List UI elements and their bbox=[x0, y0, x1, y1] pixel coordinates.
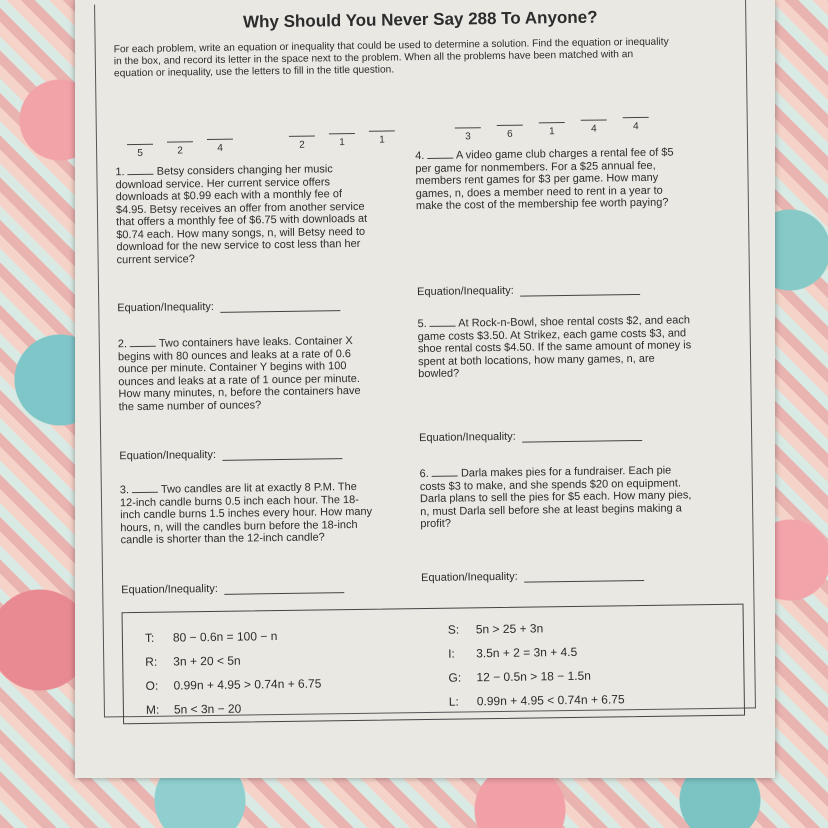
answer-line[interactable] bbox=[130, 346, 156, 347]
answer-line[interactable] bbox=[430, 326, 456, 327]
problem-text: At Rock-n-Bowl, shoe rental costs $2, and each game costs $3.50. At Strikez, each game costs $3, and shoe rental costs $4.50. If the same amount of money is spent at both locations, how many games, n, are bowled? bbox=[417, 314, 692, 381]
problem-3 bbox=[120, 481, 376, 547]
answer-blank: 1 bbox=[329, 133, 355, 148]
answer-line[interactable] bbox=[128, 174, 154, 175]
problem-text: Darla makes pies for a fundraiser. Each pie costs $3 to make, and she spends $20 on equipment. Darla plans to sell the pies for $5 each. How many pies, n, must Darla sell before she at least begins making a profit? bbox=[419, 464, 692, 531]
choice-t: T: 80 − 0.6n = 100 − n bbox=[144, 629, 278, 645]
problem-5 bbox=[417, 314, 693, 380]
answer-line[interactable] bbox=[132, 492, 158, 493]
answer-blank: 2 bbox=[167, 141, 193, 156]
choice-o: O: 0.99n + 4.95 > 0.74n + 6.75 bbox=[145, 676, 322, 693]
worksheet-frame bbox=[94, 0, 756, 718]
choice-s: S: 5n > 25 + 3n bbox=[447, 621, 544, 637]
equation-label: Equation/Inequality: bbox=[121, 582, 218, 597]
problem-number: 1. bbox=[115, 166, 125, 179]
answer-blank: 1 bbox=[369, 130, 395, 145]
equation-line[interactable] bbox=[520, 294, 640, 297]
choice-l: L: 0.99n + 4.95 < 0.74n + 6.75 bbox=[448, 692, 625, 709]
equation-label: Equation/Inequality: bbox=[117, 300, 215, 315]
equation-field-2 bbox=[119, 447, 342, 462]
answer-blank: 3 bbox=[455, 127, 481, 142]
problem-4 bbox=[415, 146, 691, 212]
answer-blank: 6 bbox=[497, 125, 523, 140]
equation-line[interactable] bbox=[222, 458, 342, 461]
problem-text: Two candles are lit at exactly 8 P.M. The 12-inch candle burns 0.5 inch each hour. The 18-inch candle burns 1.5 inches every hour. How many hours, n, will the candles burn before the 18-inch candle is shorter than the 12-inch candle? bbox=[119, 480, 373, 547]
problem-text: A video game club charges a rental fee of $5 per game for nonmembers. For a $25 annual fee, members rent games for $3 per game. How many games, n, does a member need to rent in a year to make the cost of the membership fee worth paying? bbox=[415, 146, 674, 213]
problem-1 bbox=[115, 163, 371, 267]
equation-field-6 bbox=[421, 569, 644, 584]
instructions: For each problem, write an equation or inequality that could be used to determine a solution. Find the equation or inequality in the box, and record its letter in the space next to the problem. When all the problems have been matched with an equation or inequality, use the letters to fill in the title question. bbox=[113, 36, 669, 80]
problem-number: 2. bbox=[117, 338, 128, 351]
answer-blank: 5 bbox=[127, 144, 153, 159]
problem-6 bbox=[420, 464, 696, 530]
problem-number: 5. bbox=[417, 317, 427, 331]
choice-m: M: 5n < 3n − 20 bbox=[145, 701, 242, 717]
choice-g: G: 12 − 0.5n > 18 − 1.5n bbox=[448, 668, 592, 685]
problem-number: 4. bbox=[415, 149, 425, 163]
equation-field-5 bbox=[419, 429, 642, 444]
problem-text: Betsy considers changing her music download service. Her current service offers downloads at $0.99 each with a monthly fee of $4.95. Betsy receives an offer from another service that offers a monthly fee of $6.75 with downloads at $0.74 each. How many songs, n, will Betsy need to download for the new service to cost less than her current service? bbox=[115, 163, 368, 266]
equation-label: Equation/Inequality: bbox=[419, 430, 516, 445]
problem-number: 6. bbox=[419, 467, 429, 481]
answer-blank: 4 bbox=[581, 119, 607, 134]
equation-field-1 bbox=[117, 299, 340, 314]
equation-field-4 bbox=[417, 283, 640, 298]
answer-line[interactable] bbox=[427, 158, 453, 159]
equation-field-3 bbox=[121, 581, 344, 596]
problem-number: 3. bbox=[119, 484, 130, 497]
equation-label: Equation/Inequality: bbox=[421, 570, 518, 585]
problem-text: Two containers have leaks. Container X begins with 80 ounces and leaks at a rate of 0.6 ounce per minute. Container Y begins with 100 ounces and leaks at a rate of 1 ounce per minute. How many minutes, n, before the containers have the same number of ounces? bbox=[117, 335, 361, 413]
answer-line[interactable] bbox=[432, 476, 458, 477]
answer-blank: 4 bbox=[207, 139, 233, 154]
worksheet-title: Why Should You Never Say 288 To Anyone? bbox=[242, 7, 598, 32]
equation-label: Equation/Inequality: bbox=[119, 448, 217, 463]
answer-blank: 1 bbox=[539, 122, 565, 137]
problem-2 bbox=[118, 335, 374, 414]
equation-label: Equation/Inequality: bbox=[417, 284, 514, 299]
equation-line[interactable] bbox=[224, 592, 344, 595]
worksheet-page bbox=[75, 0, 775, 778]
choice-i: I: 3.5n + 2 = 3n + 4.5 bbox=[448, 644, 578, 661]
equation-line[interactable] bbox=[522, 440, 642, 443]
answer-choices-box bbox=[122, 604, 746, 725]
equation-line[interactable] bbox=[220, 310, 340, 313]
equation-line[interactable] bbox=[524, 580, 644, 583]
answer-blank: 4 bbox=[623, 117, 649, 132]
choice-r: R: 3n + 20 < 5n bbox=[145, 653, 241, 669]
answer-blank: 2 bbox=[289, 136, 315, 151]
